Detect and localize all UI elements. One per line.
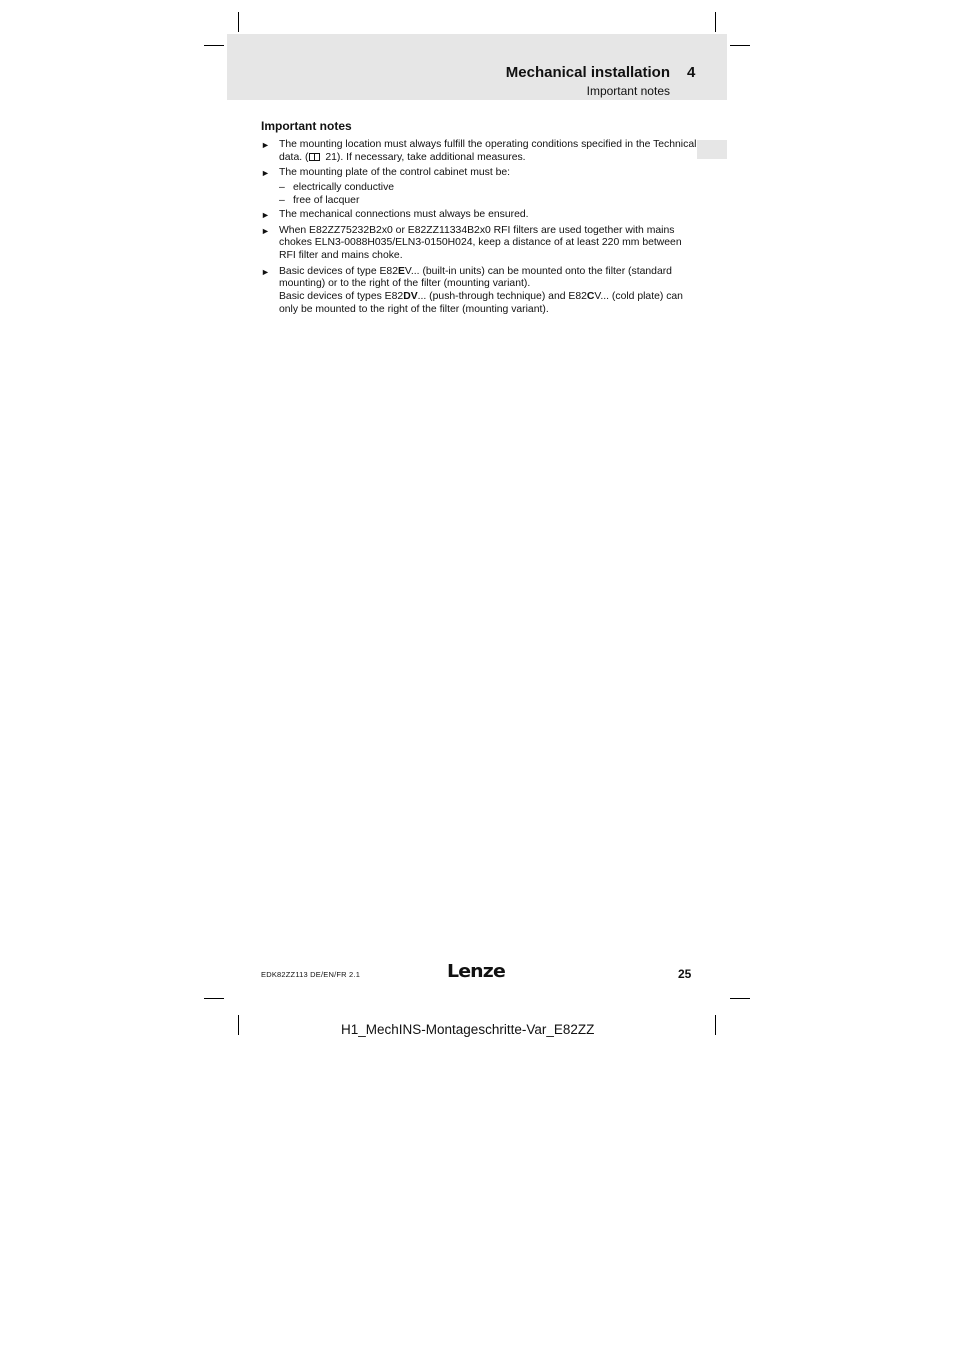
note-item xyxy=(261,167,697,207)
note-text xyxy=(279,139,697,165)
crop-mark-top-left xyxy=(238,12,239,32)
note-item xyxy=(261,266,697,317)
note-text-part: The mounting location must always fulfill the operating conditions specified in the Technical data. ( xyxy=(279,139,697,163)
chapter-number: 4 xyxy=(687,64,696,81)
crop-mark-bottom-left xyxy=(238,1015,239,1035)
note-item xyxy=(261,209,697,222)
note-text-part: 21). If necessary, take additional measures. xyxy=(322,151,526,163)
note-text xyxy=(279,291,697,317)
note-sublist xyxy=(279,181,697,207)
chapter-title: Mechanical installation xyxy=(505,64,670,81)
section-subtitle: Important notes xyxy=(586,84,670,98)
section-heading: Important notes xyxy=(261,119,352,133)
lenze-logo: Lenze xyxy=(447,961,505,982)
crop-mark-bottom-right xyxy=(715,1015,716,1035)
document-id: EDK82ZZ113 DE/EN/FR 2.1 xyxy=(261,970,361,979)
thumb-index-tab xyxy=(697,140,727,159)
crop-mark-top-right xyxy=(715,12,716,32)
note-item xyxy=(261,225,697,263)
note-text: When E82ZZ75232B2x0 or E82ZZ11334B2x0 RFI filters are used together with mains chokes ELN3-0088H035/ELN3-0150H024, keep a distance of at least 220 mm between RFI filter and mains choke. xyxy=(279,224,682,262)
sublist-item xyxy=(279,194,697,207)
note-text-part: V... (built-in units) can be mounted onto the filter (standard mounting) or to the right of the filter (mounting variant). xyxy=(279,265,672,290)
note-text-bold: DV xyxy=(403,291,418,303)
note-text: The mechanical connections must always be ensured. xyxy=(279,209,529,221)
note-text xyxy=(279,266,697,292)
note-text-part: V... (cold plate) can only be mounted to the right of the filter (mounting variant). xyxy=(279,291,683,315)
note-text: The mounting plate of the control cabinet must be: xyxy=(279,167,511,179)
note-item xyxy=(261,139,697,165)
bullet-arrow-icon: ► xyxy=(261,210,270,221)
note-text-part: Basic devices of types E82 xyxy=(279,291,404,303)
dash-icon: – xyxy=(279,194,285,206)
crop-mark-bottom-right-h xyxy=(730,998,750,999)
bullet-arrow-icon: ► xyxy=(261,168,270,179)
bullet-arrow-icon: ► xyxy=(261,140,270,150)
note-text-part: ... (push-through technique) and E82 xyxy=(417,291,587,303)
dash-icon: – xyxy=(279,181,285,193)
note-text-bold: C xyxy=(586,291,595,303)
crop-mark-top-right-h xyxy=(730,45,750,46)
page-number: 25 xyxy=(678,967,692,981)
note-text-bold: E xyxy=(397,265,405,277)
source-file-name: H1_MechINS-Montageschritte-Var_E82ZZ xyxy=(341,1022,595,1037)
bullet-arrow-icon: ► xyxy=(261,266,270,277)
book-icon xyxy=(309,153,320,161)
bullet-arrow-icon: ► xyxy=(261,225,270,236)
crop-mark-bottom-left-h xyxy=(204,998,224,999)
notes-list xyxy=(261,139,697,319)
sublist-item xyxy=(279,181,697,194)
sublist-item-text: electrically conductive xyxy=(293,181,395,193)
crop-mark-top-left-h xyxy=(204,45,224,46)
sublist-item-text: free of lacquer xyxy=(293,194,360,206)
note-text-part: Basic devices of type E82 xyxy=(279,265,398,277)
